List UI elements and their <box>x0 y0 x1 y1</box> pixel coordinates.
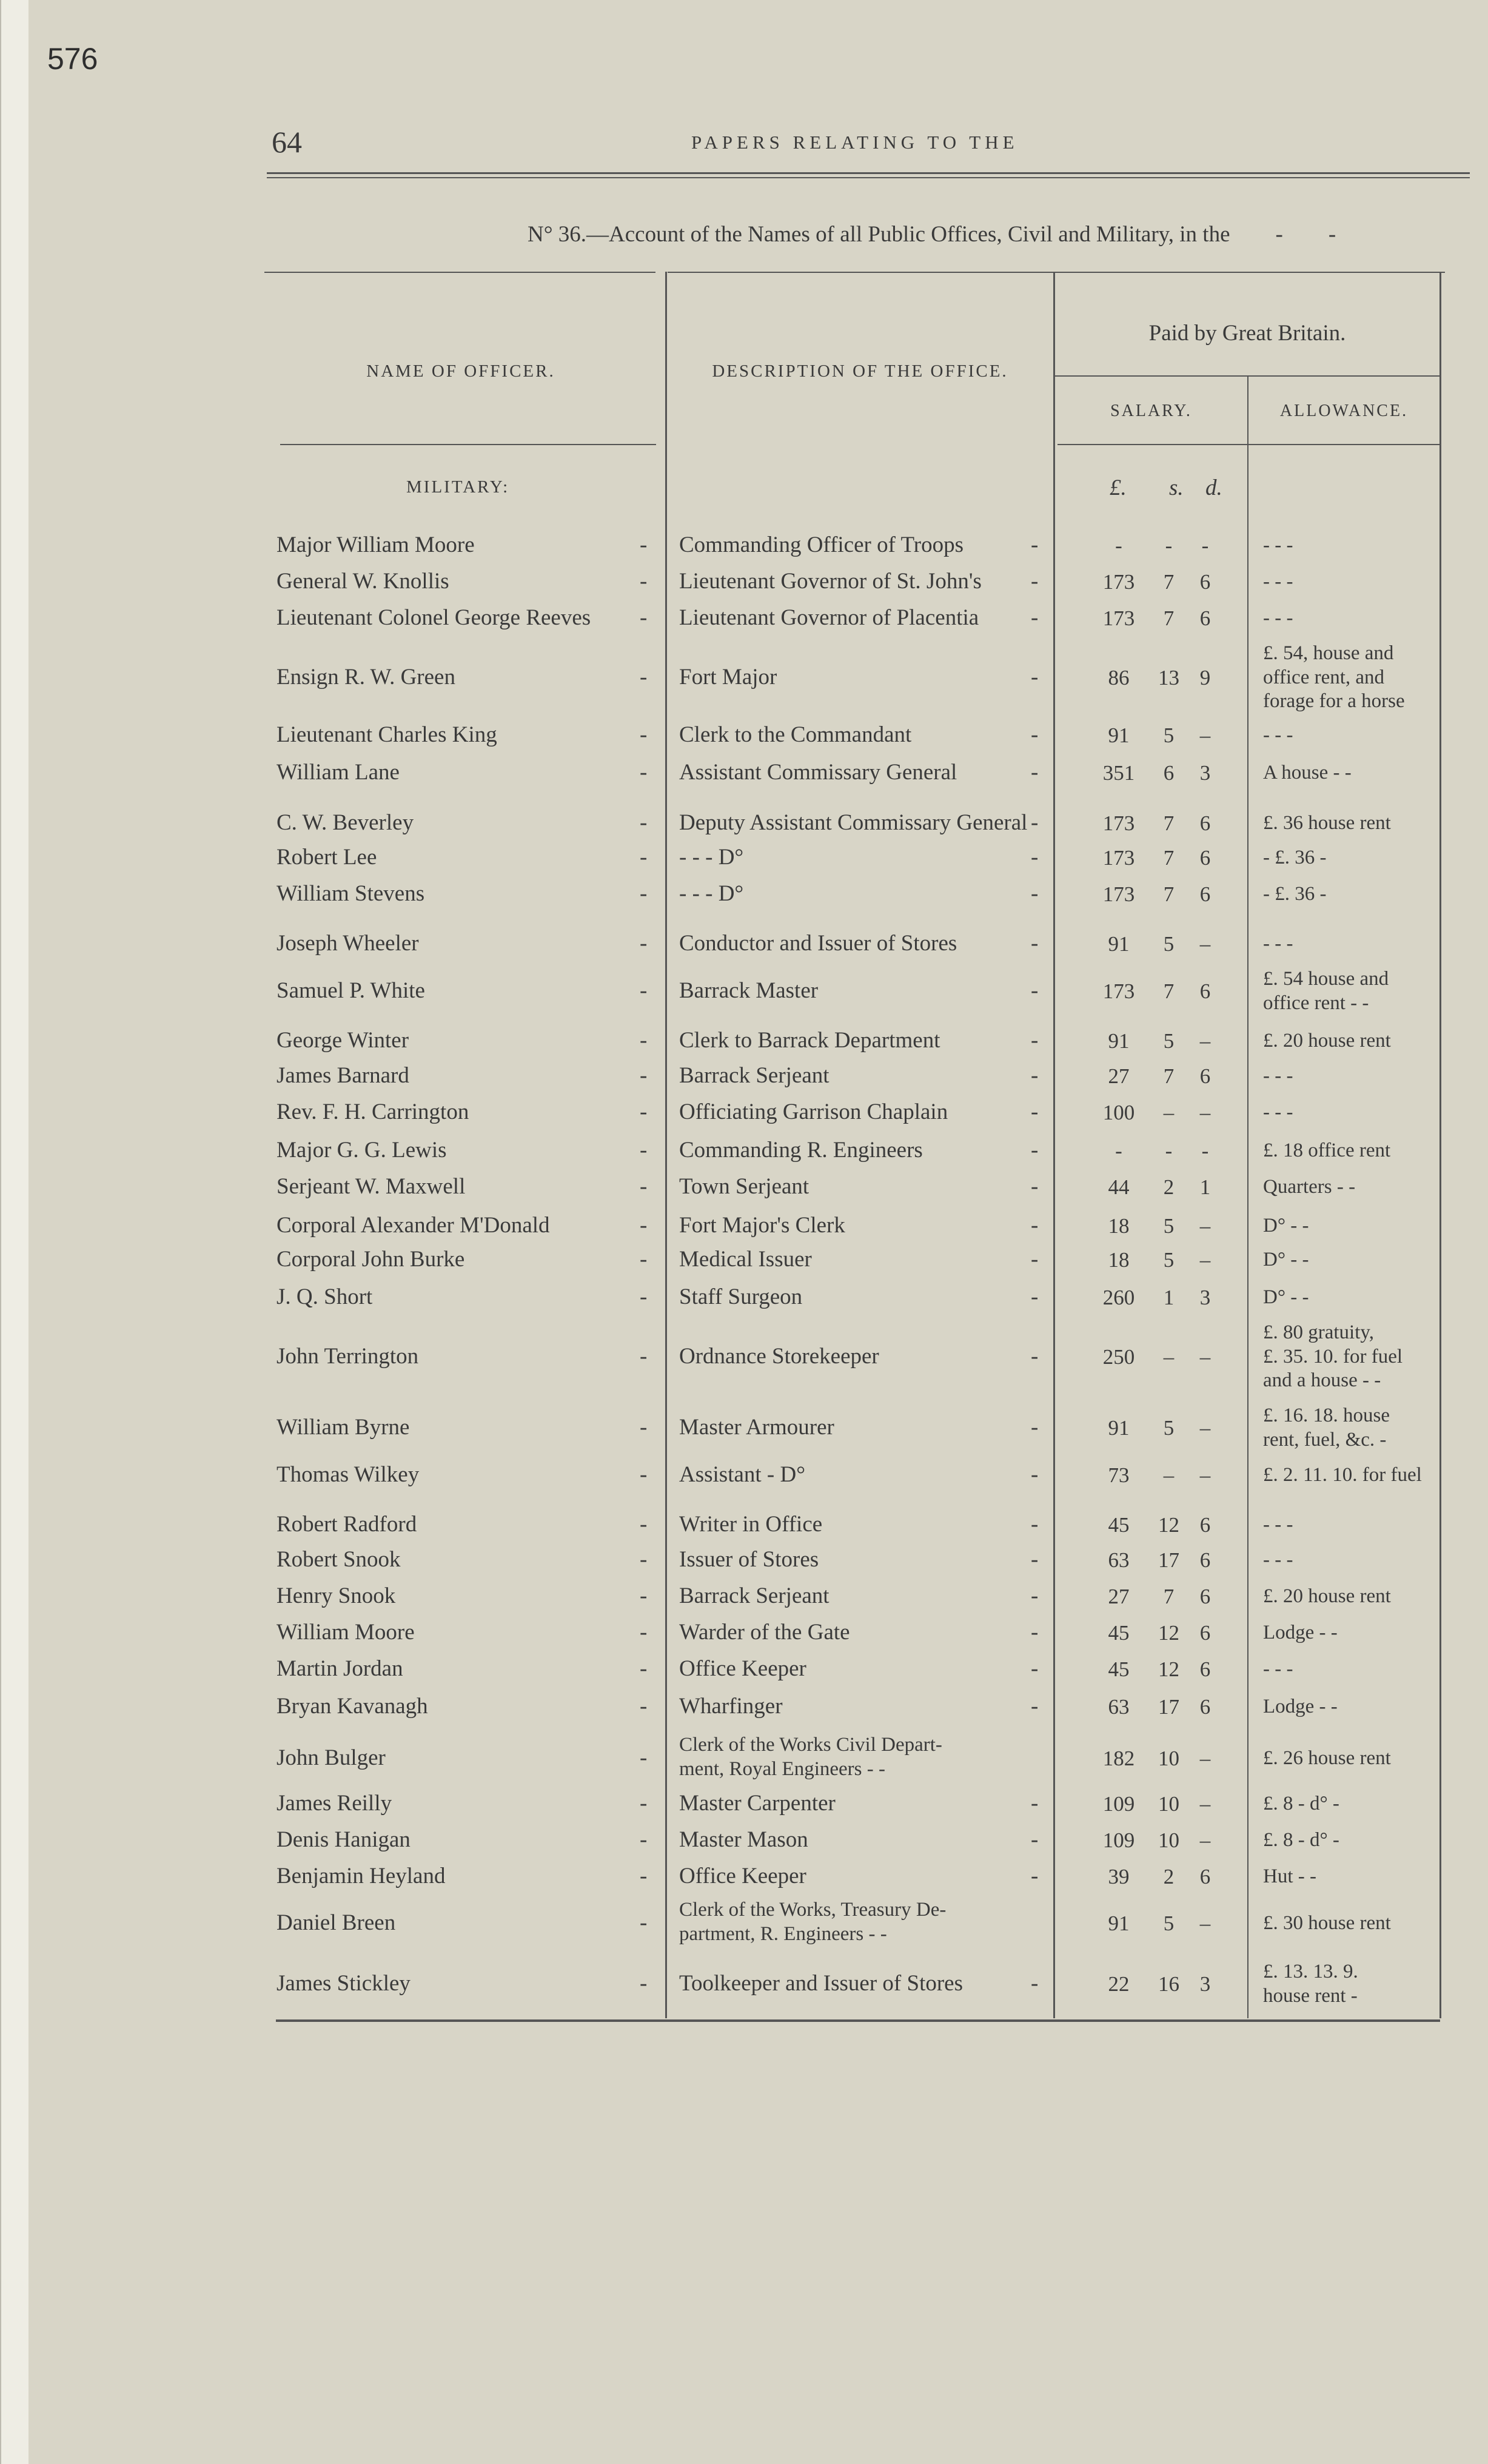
desc-leader: - <box>1031 1864 1039 1888</box>
salary-shillings: 5 <box>1163 723 1175 747</box>
salary-pence: 6 <box>1199 1548 1211 1572</box>
allowance: - - - <box>1263 1065 1293 1087</box>
desc-leader: - <box>1031 1547 1039 1572</box>
salary-pounds: 91 <box>1108 1029 1130 1053</box>
salary-pence: 3 <box>1199 1286 1211 1309</box>
office-description: Town Serjeant <box>679 1174 809 1199</box>
salary-pence: – <box>1199 1345 1211 1369</box>
officer-name: James Barnard <box>276 1063 409 1088</box>
office-description: Barrack Serjeant <box>679 1583 829 1608</box>
officer-name: Thomas Wilkey <box>276 1462 420 1487</box>
officer-name: William Byrne <box>276 1415 410 1440</box>
name-leader: - <box>640 978 648 1003</box>
salary-pounds: 91 <box>1108 723 1130 747</box>
desc-leader: - <box>1031 1583 1039 1608</box>
salary-pounds: 44 <box>1108 1175 1130 1199</box>
salary-shillings: 7 <box>1163 570 1175 594</box>
salary-pounds: 86 <box>1108 666 1130 690</box>
name-leader: - <box>640 1656 648 1681</box>
salary-pence: 6 <box>1199 1513 1211 1537</box>
name-leader: - <box>640 1344 648 1369</box>
name-leader: - <box>640 569 648 594</box>
salary-pounds: 351 <box>1102 761 1135 785</box>
salary-pence: 6 <box>1199 1865 1211 1888</box>
salary-pence: – <box>1199 932 1211 956</box>
office-description: Conductor and Issuer of Stores <box>679 931 957 956</box>
header-description: DESCRIPTION OF THE OFFICE. <box>712 361 1008 381</box>
office-description: Fort Major <box>679 665 777 690</box>
office-description: Writer in Office <box>679 1512 823 1537</box>
name-leader: - <box>640 1284 648 1309</box>
allowance: £. 8 - d° - <box>1263 1793 1339 1814</box>
name-leader: - <box>640 1971 648 1996</box>
allowance: - £. 36 - <box>1263 883 1327 905</box>
salary-shillings: 12 <box>1158 1621 1179 1645</box>
officer-name: James Stickley <box>276 1971 411 1996</box>
salary-shillings: - <box>1165 534 1173 557</box>
salary-shillings: 5 <box>1163 1912 1175 1935</box>
office-description: Officiating Garrison Chaplain <box>679 1099 948 1124</box>
name-leader: - <box>640 532 648 557</box>
salary-pence: – <box>1199 1463 1211 1487</box>
salary-shillings: 7 <box>1163 846 1175 870</box>
allowance: £. 54 house and office rent - - <box>1263 968 1389 1014</box>
salary-pence: 6 <box>1199 846 1211 870</box>
allowance: - - - <box>1263 933 1293 955</box>
desc-leader: - <box>1031 931 1039 956</box>
name-leader: - <box>640 1620 648 1645</box>
desc-leader: - <box>1031 1512 1039 1537</box>
unit-shilling: s. <box>1169 475 1184 500</box>
desc-leader: - <box>1031 1138 1039 1163</box>
name-leader: - <box>640 722 648 747</box>
salary-shillings: 7 <box>1163 882 1175 906</box>
desc-leader: - <box>1031 1174 1039 1199</box>
header-paid-by: Paid by Great Britain. <box>1148 321 1346 346</box>
salary-shillings: 5 <box>1163 1029 1175 1053</box>
office-description: Office Keeper <box>679 1864 806 1888</box>
salary-shillings: 7 <box>1163 811 1175 835</box>
allowance: - - - <box>1263 607 1293 629</box>
col-rule-4 <box>1439 272 1441 2018</box>
desc-leader: - <box>1031 1028 1039 1053</box>
salary-shillings: 5 <box>1163 1214 1175 1238</box>
salary-shillings: 7 <box>1163 1064 1175 1088</box>
office-description: Master Armourer <box>679 1415 834 1440</box>
salary-pence: 6 <box>1199 1621 1211 1645</box>
office-description: Assistant - D° <box>679 1462 806 1487</box>
salary-pounds: 173 <box>1102 882 1135 906</box>
salary-shillings: 10 <box>1158 1828 1179 1852</box>
office-description: Office Keeper <box>679 1656 806 1681</box>
office-description: - - - D° <box>679 881 744 906</box>
salary-pounds: 45 <box>1108 1621 1130 1645</box>
desc-leader: - <box>1031 760 1039 785</box>
office-description: Clerk to Barrack Department <box>679 1028 940 1053</box>
officer-name: William Moore <box>276 1620 415 1645</box>
running-head: PAPERS RELATING TO THE <box>691 132 1019 153</box>
salary-pounds: 73 <box>1108 1463 1130 1487</box>
name-leader: - <box>640 1583 648 1608</box>
salary-pence: 9 <box>1199 666 1211 690</box>
name-leader: - <box>640 1910 648 1935</box>
allowance: - - - <box>1263 1658 1293 1680</box>
salary-pence: 3 <box>1199 1972 1211 1996</box>
officer-name: Henry Snook <box>276 1583 396 1608</box>
officer-name: Corporal Alexander M'Donald <box>276 1213 550 1238</box>
name-leader: - <box>640 1247 648 1272</box>
salary-pounds: 109 <box>1102 1792 1135 1816</box>
salary-pence: 6 <box>1199 811 1211 835</box>
officer-name: William Stevens <box>276 881 425 906</box>
salary-pounds: 18 <box>1108 1248 1130 1272</box>
name-leader: - <box>640 1694 648 1719</box>
table-top-rule-mid <box>668 272 1445 273</box>
officer-name: Joseph Wheeler <box>276 931 419 956</box>
desc-leader: - <box>1031 978 1039 1003</box>
office-description: Commanding R. Engineers <box>679 1138 923 1163</box>
allowance: Hut - - <box>1263 1865 1316 1887</box>
name-leader: - <box>640 1791 648 1816</box>
office-description: Clerk of the Works Civil Depart- ment, Royal Engineers - - <box>679 1734 942 1780</box>
salary-pounds: - <box>1115 1139 1122 1163</box>
desc-leader: - <box>1031 665 1039 690</box>
salary-pence: – <box>1199 1101 1211 1124</box>
name-leader: - <box>640 605 648 630</box>
name-leader: - <box>640 1415 648 1440</box>
name-leader: - <box>640 1174 648 1199</box>
salary-shillings: 5 <box>1163 1248 1175 1272</box>
salary-pounds: 63 <box>1108 1548 1130 1572</box>
salary-pounds: 45 <box>1108 1513 1130 1537</box>
salary-pounds: 27 <box>1108 1064 1130 1088</box>
name-leader: - <box>640 1028 648 1053</box>
office-description: Issuer of Stores <box>679 1547 819 1572</box>
salary-shillings: – <box>1163 1345 1175 1369</box>
table-bottom-rule <box>276 2019 1440 2022</box>
officer-name: William Lane <box>276 760 400 785</box>
desc-leader: - <box>1031 1415 1039 1440</box>
col-rule-1 <box>665 272 667 2018</box>
salary-shillings: 12 <box>1158 1513 1179 1537</box>
salary-pounds: 109 <box>1102 1828 1135 1852</box>
officer-name: Rev. F. H. Carrington <box>276 1099 469 1124</box>
officer-name: Lieutenant Colonel George Reeves <box>276 605 591 630</box>
salary-pounds: 91 <box>1108 1416 1130 1440</box>
office-description: Master Mason <box>679 1827 808 1852</box>
officer-name: C. W. Beverley <box>276 810 414 835</box>
salary-pence: 6 <box>1199 1657 1211 1681</box>
col-rule-2 <box>1053 272 1055 2018</box>
salary-pounds: 250 <box>1102 1345 1135 1369</box>
officer-name: Corporal John Burke <box>276 1247 465 1272</box>
salary-shillings: 12 <box>1158 1657 1179 1681</box>
allowance: £. 8 - d° - <box>1263 1829 1339 1851</box>
salary-pence: 1 <box>1199 1175 1211 1199</box>
name-leader: - <box>640 1213 648 1238</box>
name-leader: - <box>640 1138 648 1163</box>
officer-name: Samuel P. White <box>276 978 425 1003</box>
desc-leader: - <box>1031 845 1039 870</box>
salary-shillings: 2 <box>1163 1865 1175 1888</box>
salary-pence: – <box>1199 1214 1211 1238</box>
officer-name: John Bulger <box>276 1745 386 1770</box>
officer-name: J. Q. Short <box>276 1284 373 1309</box>
name-leader: - <box>640 1063 648 1088</box>
desc-leader: - <box>1031 1284 1039 1309</box>
officer-name: Daniel Breen <box>276 1910 396 1935</box>
officer-name: Lieutenant Charles King <box>276 722 497 747</box>
allowance: £. 30 house rent <box>1263 1912 1391 1934</box>
officer-name: Robert Snook <box>276 1547 401 1572</box>
allowance: £. 16. 18. house rent, fuel, &c. - <box>1263 1405 1390 1451</box>
allowance: £. 20 house rent <box>1263 1585 1391 1607</box>
officer-name: John Terrington <box>276 1344 419 1369</box>
salary-pounds: 173 <box>1102 570 1135 594</box>
name-leader: - <box>640 1745 648 1770</box>
salary-pence: 6 <box>1199 979 1211 1003</box>
unit-pence: d. <box>1205 475 1222 500</box>
allowance: Lodge - - <box>1263 1622 1338 1643</box>
officer-name: Bryan Kavanagh <box>276 1694 428 1719</box>
allowance: - - - <box>1263 1514 1293 1536</box>
salary-shillings: 5 <box>1163 932 1175 956</box>
salary-shillings: 2 <box>1163 1175 1175 1199</box>
salary-shillings: - <box>1165 1139 1173 1163</box>
salary-pounds: 45 <box>1108 1657 1130 1681</box>
salary-pounds: 182 <box>1102 1747 1135 1770</box>
desc-leader: - <box>1031 1827 1039 1852</box>
officer-name: Major G. G. Lewis <box>276 1138 447 1163</box>
folio-number: 64 <box>272 125 302 159</box>
salary-pounds: - <box>1115 534 1122 557</box>
office-description: Ordnance Storekeeper <box>679 1344 879 1369</box>
salary-shillings: 16 <box>1158 1972 1179 1996</box>
office-description: Warder of the Gate <box>679 1620 850 1645</box>
salary-pence: 6 <box>1199 882 1211 906</box>
allowance: D° - - <box>1263 1249 1309 1271</box>
officer-name: Martin Jordan <box>276 1656 403 1681</box>
allowance: Lodge - - <box>1263 1696 1338 1717</box>
office-description: Medical Issuer <box>679 1247 812 1272</box>
office-description: Assistant Commissary General <box>679 760 957 785</box>
desc-leader: - <box>1031 1344 1039 1369</box>
allowance: £. 54, house and office rent, and forage for a horse <box>1263 642 1405 713</box>
office-description: Commanding Officer of Troops <box>679 532 964 557</box>
salary-pence: - <box>1201 1139 1209 1163</box>
salary-pence: 6 <box>1199 606 1211 630</box>
salary-shillings: 7 <box>1163 979 1175 1003</box>
office-description: Clerk of the Works, Treasury De- partment, R. Engineers - - <box>679 1899 947 1945</box>
header-salary: SALARY. <box>1110 401 1192 420</box>
salary-pounds: 173 <box>1102 979 1135 1003</box>
office-description: Barrack Master <box>679 978 819 1003</box>
allowance: D° - - <box>1263 1286 1309 1308</box>
officer-name: Ensign R. W. Green <box>276 665 455 690</box>
unit-pound: £. <box>1110 475 1127 500</box>
office-description: Lieutenant Governor of St. John's <box>679 569 982 594</box>
officer-name: Major William Moore <box>276 532 475 557</box>
officer-name: James Reilly <box>276 1791 392 1816</box>
office-description: Clerk to the Commandant <box>679 722 912 747</box>
name-leader: - <box>640 1099 648 1124</box>
desc-leader: - <box>1031 881 1039 906</box>
header-name-of-officer: NAME OF OFFICER. <box>366 361 555 381</box>
allowance: D° - - <box>1263 1215 1309 1237</box>
office-description: Lieutenant Governor of Placentia <box>679 605 979 630</box>
salary-pounds: 91 <box>1108 1912 1130 1935</box>
officer-name: Benjamin Heyland <box>276 1864 446 1888</box>
salary-pounds: 22 <box>1108 1972 1130 1996</box>
table-title: N° 36.—Account of the Names of all Public Offices, Civil and Military, in the - - <box>528 222 1336 247</box>
name-leader: - <box>640 931 648 956</box>
salary-shillings: 17 <box>1158 1548 1179 1572</box>
office-description: Barrack Serjeant <box>679 1063 829 1088</box>
allowance: £. 80 gratuity, £. 35. 10. for fuel and a house - - <box>1263 1321 1403 1392</box>
desc-leader: - <box>1031 1247 1039 1272</box>
salary-shillings: 6 <box>1163 761 1175 785</box>
desc-leader: - <box>1031 1063 1039 1088</box>
salary-shillings: – <box>1163 1101 1175 1124</box>
desc-leader: - <box>1031 605 1039 630</box>
allowance: - £. 36 - <box>1263 847 1327 868</box>
salary-shillings: 17 <box>1158 1695 1179 1719</box>
salary-pence: – <box>1199 1792 1211 1816</box>
office-description: Deputy Assistant Commissary General <box>679 810 1028 835</box>
name-leader: - <box>640 881 648 906</box>
name-leader: - <box>640 1864 648 1888</box>
salary-shillings: 5 <box>1163 1416 1175 1440</box>
name-leader: - <box>640 1547 648 1572</box>
salary-pounds: 260 <box>1102 1286 1135 1309</box>
name-leader: - <box>640 1827 648 1852</box>
col-rule-3 <box>1247 376 1248 2018</box>
allowance: £. 13. 13. 9. house rent - <box>1263 1961 1358 2007</box>
salary-pounds: 173 <box>1102 846 1135 870</box>
salary-pence: 6 <box>1199 1695 1211 1719</box>
desc-leader: - <box>1031 1791 1039 1816</box>
salary-pounds: 63 <box>1108 1695 1130 1719</box>
allowance: Quarters - - <box>1263 1176 1356 1198</box>
allowance: - - - <box>1263 724 1293 746</box>
salary-pounds: 27 <box>1108 1585 1130 1608</box>
header-bottom-rule-right <box>1057 444 1439 445</box>
salary-pence: – <box>1199 1416 1211 1440</box>
name-leader: - <box>640 845 648 870</box>
allowance: - - - <box>1263 534 1293 556</box>
salary-shillings: 1 <box>1163 1286 1175 1309</box>
salary-shillings: 13 <box>1158 666 1179 690</box>
officer-name: George Winter <box>276 1028 409 1053</box>
desc-leader: - <box>1031 1213 1039 1238</box>
allowance: - - - <box>1263 571 1293 593</box>
salary-pounds: 173 <box>1102 811 1135 835</box>
office-description: Wharfinger <box>679 1694 783 1719</box>
salary-pounds: 100 <box>1102 1101 1135 1124</box>
salary-pounds: 91 <box>1108 932 1130 956</box>
desc-leader: - <box>1031 722 1039 747</box>
allowance: £. 20 house rent <box>1263 1030 1391 1052</box>
salary-shillings: 7 <box>1163 606 1175 630</box>
name-leader: - <box>640 810 648 835</box>
desc-leader: - <box>1031 569 1039 594</box>
desc-leader: - <box>1031 1462 1039 1487</box>
office-description: Fort Major's Clerk <box>679 1213 845 1238</box>
allowance: A house - - <box>1263 762 1352 784</box>
header-allowance: ALLOWANCE. <box>1279 401 1409 420</box>
name-leader: - <box>640 665 648 690</box>
salary-shillings: 10 <box>1158 1792 1179 1816</box>
desc-leader: - <box>1031 1656 1039 1681</box>
name-leader: - <box>640 1462 648 1487</box>
desc-leader: - <box>1031 1099 1039 1124</box>
salary-shillings: – <box>1163 1463 1175 1487</box>
officer-name: Robert Radford <box>276 1512 417 1537</box>
desc-leader: - <box>1031 810 1039 835</box>
allowance: - - - <box>1263 1101 1293 1123</box>
salary-shillings: 10 <box>1158 1747 1179 1770</box>
salary-pounds: 39 <box>1108 1865 1130 1888</box>
officer-name: General W. Knollis <box>276 569 449 594</box>
office-description: Master Carpenter <box>679 1791 836 1816</box>
section-label-military: MILITARY: <box>406 477 510 497</box>
allowance: £. 36 house rent <box>1263 812 1391 834</box>
salary-pence: - <box>1201 534 1209 557</box>
header-bottom-rule-left <box>280 444 656 445</box>
salary-pence: 3 <box>1199 761 1211 785</box>
salary-pence: – <box>1199 723 1211 747</box>
office-description: Toolkeeper and Issuer of Stores <box>679 1971 963 1996</box>
salary-pence: – <box>1199 1747 1211 1770</box>
salary-pence: – <box>1199 1248 1211 1272</box>
salary-pence: 6 <box>1199 1585 1211 1608</box>
salary-pounds: 173 <box>1102 606 1135 630</box>
desc-leader: - <box>1031 1694 1039 1719</box>
salary-pence: 6 <box>1199 570 1211 594</box>
allowance: £. 18 office rent <box>1263 1140 1391 1161</box>
paid-by-rule <box>1055 375 1439 377</box>
name-leader: - <box>640 760 648 785</box>
officer-name: Denis Hanigan <box>276 1827 411 1852</box>
salary-pence: – <box>1199 1029 1211 1053</box>
page-number: 576 <box>47 42 98 76</box>
salary-pence: 6 <box>1199 1064 1211 1088</box>
allowance: £. 26 house rent <box>1263 1747 1391 1769</box>
officer-name: Serjeant W. Maxwell <box>276 1174 466 1199</box>
office-description: Staff Surgeon <box>679 1284 803 1309</box>
desc-leader: - <box>1031 1971 1039 1996</box>
allowance: - - - <box>1263 1549 1293 1571</box>
salary-pence: – <box>1199 1912 1211 1935</box>
salary-shillings: 7 <box>1163 1585 1175 1608</box>
desc-leader: - <box>1031 532 1039 557</box>
officer-name: Robert Lee <box>276 845 377 870</box>
name-leader: - <box>640 1512 648 1537</box>
desc-leader: - <box>1031 1620 1039 1645</box>
allowance: £. 2. 11. 10. for fuel <box>1263 1464 1422 1486</box>
salary-pounds: 18 <box>1108 1214 1130 1238</box>
salary-pence: – <box>1199 1828 1211 1852</box>
table-top-rule-left <box>264 272 655 273</box>
office-description: - - - D° <box>679 845 744 870</box>
